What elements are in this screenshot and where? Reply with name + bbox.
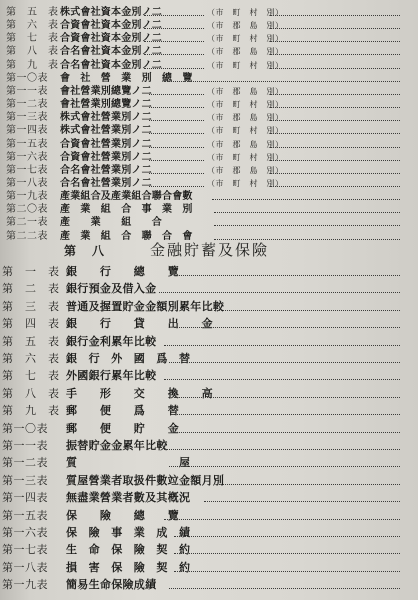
- index-entry: [0, 367, 418, 384]
- table-number: 第 六 表: [2, 352, 60, 365]
- dot-leader: [270, 147, 400, 148]
- dot-leader: [219, 484, 400, 485]
- dot-leader: [149, 107, 204, 108]
- table-title: 郵 便 貯 金: [66, 421, 179, 435]
- table-number: 第一一表: [6, 85, 48, 97]
- table-title: 產 業 組 合 事 業 別: [60, 204, 193, 216]
- dot-leader: [174, 553, 400, 554]
- dot-leader: [174, 432, 400, 433]
- index-entry: [0, 151, 418, 164]
- table-number: 第一五表: [2, 508, 48, 522]
- table-number: 第 三 表: [2, 299, 60, 313]
- dot-leader: [270, 54, 400, 55]
- table-number: 第一〇表: [2, 421, 48, 435]
- dot-leader: [174, 536, 400, 537]
- table-number: 第 八 表: [6, 46, 59, 58]
- index-entry: [0, 203, 418, 216]
- table-number: 第 四 表: [2, 317, 60, 331]
- table-number: 第 七 表: [2, 369, 60, 383]
- index-entry: [0, 454, 418, 471]
- index-entry: [0, 59, 418, 72]
- dot-leader: [174, 571, 400, 572]
- table-title: 外國銀行累年比較: [66, 369, 157, 383]
- table-title: 合名會社營業別ノ二: [60, 177, 152, 189]
- table-title: 銀行金利累年比較: [66, 334, 157, 348]
- dot-leader: [164, 81, 400, 82]
- table-number: 第一七表: [6, 164, 48, 176]
- dot-leader: [164, 449, 400, 450]
- table-subtitle: （市 郡 島 別）: [207, 21, 284, 31]
- table-number: 第一九表: [2, 578, 48, 592]
- table-subtitle: （市 町 村 別）: [207, 152, 284, 162]
- table-subtitle: （市 郡 島 別）: [207, 113, 284, 123]
- table-title: 保 險 總 覽: [66, 508, 179, 522]
- dot-leader: [144, 68, 204, 69]
- dot-leader: [270, 173, 400, 174]
- index-entry: [0, 385, 418, 402]
- table-number: 第二一表: [6, 217, 48, 229]
- table-title: 會社營業別總覽ノ二: [60, 99, 152, 111]
- table-subtitle: （市 郡 島 別）: [207, 139, 284, 149]
- dot-leader: [144, 54, 204, 55]
- index-entry: [0, 98, 418, 111]
- table-title: 產 業 組 合 聯 合 會: [60, 230, 193, 242]
- table-subtitle: （市 町 村 別）: [207, 60, 284, 70]
- dot-leader: [174, 327, 400, 328]
- section-number: 第 八: [64, 244, 107, 258]
- table-title: 株式會社營業別ノ二: [60, 125, 152, 137]
- index-entry: [0, 576, 418, 593]
- table-title: 合資會社營業別ノ二: [60, 138, 152, 150]
- dot-leader: [149, 120, 204, 121]
- table-number: 第 二 表: [2, 282, 60, 296]
- table-title: 銀 行 外 國 爲 替: [66, 352, 191, 365]
- table-title: 株式會社營業別ノ二: [60, 112, 152, 124]
- table-number: 第一六表: [6, 151, 48, 163]
- dot-leader: [144, 28, 204, 29]
- table-subtitle: （市 町 村 別）: [207, 100, 284, 110]
- table-title: 合資會社營業別ノ二: [60, 151, 152, 163]
- dot-leader: [270, 94, 400, 95]
- table-number: 第一九表: [6, 191, 48, 203]
- table-number: 第一四表: [2, 491, 48, 505]
- dot-leader: [214, 310, 400, 311]
- dot-leader: [214, 225, 400, 226]
- dot-leader: [149, 147, 204, 148]
- table-title: 郵 便 爲 替: [66, 404, 179, 418]
- table-title: 會 社 營 業 別 總 覽: [60, 72, 193, 84]
- table-subtitle: （市 町 村 別）: [207, 126, 284, 136]
- table-number: 第 九 表: [6, 59, 59, 71]
- table-subtitle: （市 郡 島 別）: [207, 86, 284, 96]
- table-number: 第一三表: [6, 112, 48, 124]
- table-number: 第一〇表: [6, 72, 48, 84]
- dot-leader: [270, 120, 400, 121]
- table-number: 第二二表: [6, 230, 48, 242]
- table-number: 第 七 表: [6, 33, 59, 45]
- dot-leader: [270, 15, 400, 16]
- table-subtitle: （市 郡 島 別）: [207, 165, 284, 175]
- table-number: 第二〇表: [6, 204, 48, 216]
- table-title: 合資會社資本金別ノ二: [60, 33, 162, 45]
- table-title: 損 害 保 險 契 約: [66, 560, 191, 574]
- index-entry: [0, 124, 418, 137]
- dot-leader: [169, 362, 400, 363]
- table-number: 第 一 表: [2, 265, 60, 278]
- index-entry: [0, 524, 418, 541]
- index-entry: [0, 559, 418, 576]
- index-entry: [0, 350, 418, 367]
- table-title: 合名會社資本金別ノ二: [60, 59, 162, 71]
- dot-leader: [164, 519, 400, 520]
- table-title: 手 形 交 換 高: [66, 386, 213, 400]
- table-title: 會社營業別總覽ノ二: [60, 85, 152, 97]
- dot-leader: [212, 199, 400, 200]
- index-entry: [0, 216, 418, 229]
- dot-leader: [270, 133, 400, 134]
- section-title: 金融貯蓄及保險: [150, 241, 270, 259]
- table-number: 第一二表: [2, 456, 48, 470]
- table-title: 無盡業營業者數及其槪況: [66, 491, 191, 505]
- table-number: 第一五表: [6, 138, 48, 150]
- table-title: 合名會社營業別ノ二: [60, 164, 152, 176]
- index-entry: [0, 333, 418, 350]
- index-entry: [0, 111, 418, 124]
- index-entry: [0, 472, 418, 489]
- dot-leader: [169, 466, 400, 467]
- table-number: 第一八表: [2, 560, 48, 574]
- table-title: 產 業 組 合: [60, 217, 162, 229]
- dot-leader: [204, 501, 400, 502]
- dot-leader: [144, 15, 204, 16]
- table-number: 第一六表: [2, 526, 48, 539]
- table-number: 第 五 表: [2, 334, 60, 348]
- dot-leader: [149, 133, 204, 134]
- table-title: 銀 行 貸 出 金: [66, 317, 213, 331]
- dot-leader: [174, 275, 400, 276]
- index-entry: [0, 280, 418, 297]
- index-entry: [0, 420, 418, 437]
- index-entry: [0, 138, 418, 151]
- index-entry: [0, 45, 418, 58]
- table-number: 第 九 表: [2, 404, 60, 418]
- index-entry: [0, 32, 418, 45]
- dot-leader: [149, 173, 204, 174]
- index-entry: [0, 72, 418, 85]
- dot-leader: [270, 68, 400, 69]
- index-entry: [0, 298, 418, 315]
- table-title: 銀 行 總 覽: [66, 265, 179, 278]
- table-title: 質屋營業者取扱件數竝金額月別: [66, 473, 225, 487]
- index-entry: [0, 19, 418, 32]
- table-number: 第一八表: [6, 177, 48, 189]
- table-title: 保 險 事 業 成 績: [66, 526, 191, 539]
- table-title: 株式會社資本金別ノ二: [60, 7, 162, 18]
- dot-leader: [214, 212, 400, 213]
- dot-leader: [149, 94, 204, 95]
- table-number: 第 八 表: [2, 386, 60, 400]
- table-title: 產業組合及產業組合聯合會數: [60, 191, 193, 203]
- table-title: 普通及握置貯金金額別累年比較: [66, 299, 225, 313]
- index-entry: [0, 437, 418, 454]
- dot-leader: [270, 41, 400, 42]
- table-title: 生 命 保 險 契 約: [66, 543, 191, 557]
- dot-leader: [149, 160, 204, 161]
- index-entry: [0, 507, 418, 524]
- index-entry: [0, 489, 418, 506]
- table-subtitle: （市 町 村 別）: [207, 178, 284, 188]
- index-entry: [0, 263, 418, 280]
- table-number: 第 六 表: [6, 20, 59, 32]
- index-entry: [0, 402, 418, 419]
- table-number: 第一三表: [2, 473, 48, 487]
- table-subtitle: （市 町 村 別）: [207, 34, 284, 44]
- dot-leader: [270, 186, 400, 187]
- dot-leader: [270, 28, 400, 29]
- section-heading: [0, 239, 418, 261]
- table-title: 合名會社資本金別ノ二: [60, 46, 162, 58]
- index-entry: [0, 85, 418, 98]
- table-title: 振替貯金金累年比較: [66, 439, 168, 452]
- index-entry: [0, 164, 418, 177]
- table-subtitle: （市 郡 島 別）: [207, 47, 284, 57]
- table-number: 第一二表: [6, 99, 48, 111]
- dot-leader: [149, 186, 204, 187]
- dot-leader: [270, 107, 400, 108]
- dot-leader: [169, 588, 400, 589]
- dot-leader: [164, 379, 400, 380]
- index-entry: [0, 190, 418, 203]
- table-number: 第一一表: [2, 439, 48, 452]
- index-entry: [0, 541, 418, 558]
- table-subtitle: （市 町 村 別）: [207, 8, 284, 17]
- dot-leader: [159, 292, 400, 293]
- dot-leader: [144, 41, 204, 42]
- dot-leader: [174, 397, 400, 398]
- dot-leader: [164, 345, 400, 346]
- table-title: 簡易生命保險成績: [66, 578, 157, 592]
- index-entry: [0, 315, 418, 332]
- table-number: 第 五 表: [6, 7, 59, 18]
- dot-leader: [174, 414, 400, 415]
- index-entry: [0, 177, 418, 190]
- table-number: 第一七表: [2, 543, 48, 557]
- table-title: 質 屋: [66, 456, 191, 470]
- table-title: 合資會社資本金別ノ二: [60, 20, 162, 32]
- index-entry: [0, 6, 418, 19]
- table-number: 第一四表: [6, 125, 48, 137]
- table-title: 銀行預金及借入金: [66, 282, 157, 296]
- dot-leader: [270, 160, 400, 161]
